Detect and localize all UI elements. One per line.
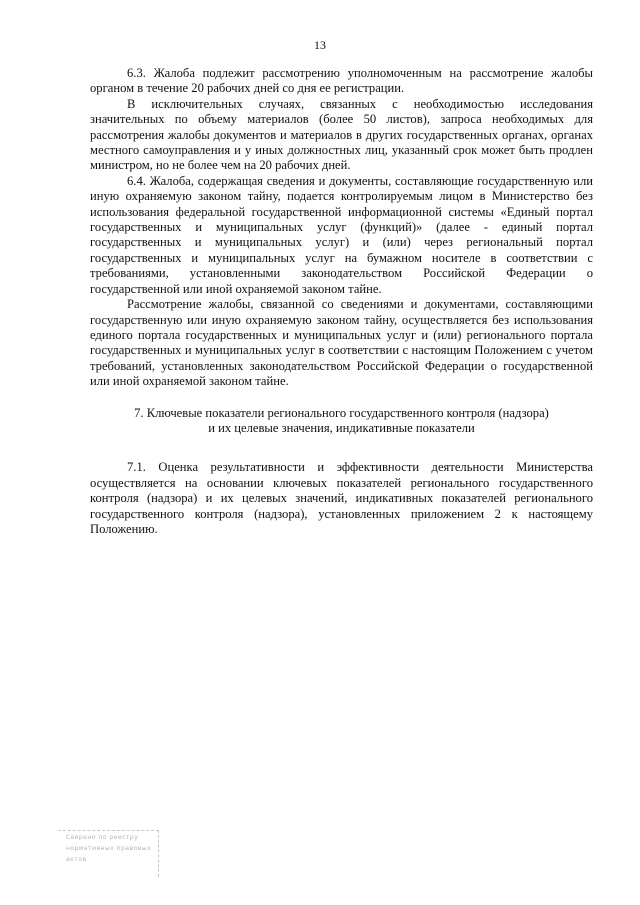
document-body (90, 66, 593, 537)
paragraph-6-4: 6.4. Жалоба, содержащая сведения и документы, составляющие государственную или иную охраняемую законом тайну, подается контролируемым лицом в Министерство без использования федеральной государственной информационной системы «Единый портал государственных и муниципальных услуг (функций)» (далее - единый портал государственных и муниципальных услуг) и (или) через региональный портал государственных и муниципальных услуг на бумажном носителе в соответствии с требованиями, установленными законодательством Российской Федерации о государственной или иной охраняемой законом тайне. (90, 173, 593, 296)
paragraph-6-3: 6.3. Жалоба подлежит рассмотрению уполномоченным на рассмотрение жалобы органом в течение 20 рабочих дней со дня ее регистрации. (90, 66, 593, 96)
registry-stamp (58, 830, 162, 882)
section-7-heading-line-2: и их целевые значения, индикативные показатели (208, 420, 475, 435)
stamp-line-1: Сверено по реестру (66, 834, 139, 841)
page-number: 13 (314, 38, 326, 52)
paragraph-6-4-review: Рассмотрение жалобы, связанной со сведениями и документами, составляющими государственную или иную охраняемую законом тайну, осуществляется без использования единого портала государственных и муниципальных услуг и (или) регионального портала государственных и муниципальных услуг в соответствии с настоящим Положением с учетом требований, установленных законодательством Российской Федерации о государственной или иной охраняемой законом тайне. (90, 297, 593, 389)
stamp-line-2: нормативных правовых (66, 845, 152, 852)
paragraph-7-1: 7.1. Оценка результативности и эффективности деятельности Министерства осуществляется на основании ключевых показателей регионального государственного контроля (надзора) и их целевых значений, индикативных показателей регионального государственного контроля (надзора), установленных приложением 2 к настоящему Положению. (90, 460, 593, 536)
paragraph-6-3-extension: В исключительных случаях, связанных с необходимостью исследования значительных по объему материалов (более 50 листов), запроса необходимых для рассмотрения жалобы документов и материалов в других государственных органах, органах местного самоуправления и у иных должностных лиц, указанный срок может быть продлен министром, но не более чем на 20 рабочих дней. (90, 96, 593, 173)
section-7-heading (90, 406, 593, 437)
stamp-line-3: актов (66, 856, 87, 863)
section-7-heading-line-1: 7. Ключевые показатели регионального государственного контроля (надзора) (134, 405, 549, 420)
